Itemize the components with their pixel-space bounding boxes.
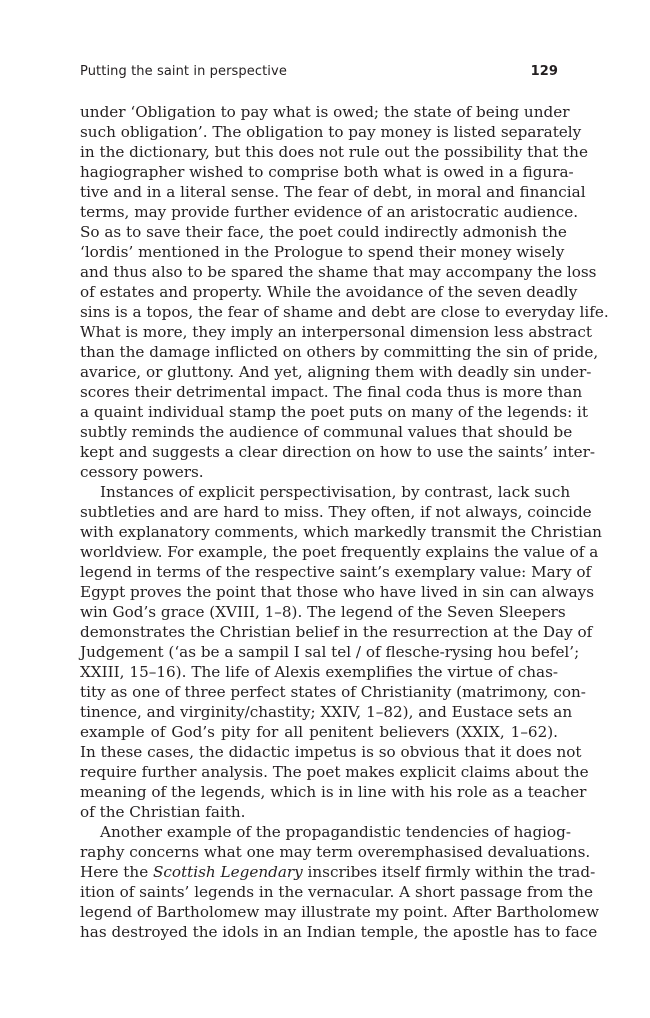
- text-line-indented: Another example of the propagandistic tendencies of hagiog-: [100, 823, 572, 841]
- text-line: in the dictionary, but this does not rule out the possibility that the: [80, 143, 588, 161]
- text-line: under ‘Obligation to pay what is owed; the state of being under: [80, 103, 570, 121]
- text-line: demonstrates the Christian belief in the resurrection at the Day of: [80, 623, 593, 641]
- text-line: cessory powers.: [80, 463, 204, 481]
- text-line: legend in terms of the respective saint’s exemplary value: Mary of: [80, 563, 592, 581]
- text-line: with explanatory comments, which markedly transmit the Christian: [80, 523, 602, 541]
- italic-title: Scottish Legendary: [153, 863, 303, 881]
- text-line: than the damage inflicted on others by committing the sin of pride,: [80, 343, 599, 361]
- text-line: tive and in a literal sense. The fear of debt, in moral and financial: [80, 183, 586, 201]
- body-text: [80, 102, 609, 942]
- text-line: avarice, or gluttony. And yet, aligning them with deadly sin under-: [80, 363, 592, 381]
- running-head: [80, 64, 558, 86]
- text-line: example of God’s pity for all penitent believers (XXIX, 1–62).: [80, 723, 558, 741]
- text-line: and thus also to be spared the shame that may accompany the loss: [80, 263, 597, 281]
- text-line: Egypt proves the point that those who have lived in sin can always: [80, 583, 595, 601]
- text-line: subtly reminds the audience of communal values that should be: [80, 423, 573, 441]
- text-line: worldview. For example, the poet frequently explains the value of a: [80, 543, 599, 561]
- text-line-indented: Instances of explicit perspectivisation, by contrast, lack such: [100, 483, 571, 501]
- text-line: a quaint individual stamp the poet puts on many of the legends: it: [80, 403, 588, 421]
- text-line: tinence, and virginity/chastity; XXIV, 1–82), and Eustace sets an: [80, 703, 573, 721]
- text-line: kept and suggests a clear direction on how to use the saints’ inter-: [80, 443, 596, 461]
- text-line: win God’s grace (XVIII, 1–8). The legend of the Seven Sleepers: [80, 603, 566, 621]
- text-line: tity as one of three perfect states of Christianity (matrimony, con-: [80, 683, 586, 701]
- text-line: [80, 862, 596, 882]
- text-line-rest: inscribes itself firmly within the trad-: [307, 863, 596, 881]
- text-line: What is more, they imply an interpersonal dimension less abstract: [80, 323, 592, 341]
- text-line: So as to save their face, the poet could indirectly admonish the: [80, 223, 567, 241]
- text-line: raphy concerns what one may term overemphasised devaluations.: [80, 843, 591, 861]
- text-line: of estates and property. While the avoidance of the seven deadly: [80, 283, 578, 301]
- text-line: has destroyed the idols in an Indian temple, the apostle has to face: [80, 923, 598, 941]
- text-line: subtleties and are hard to miss. They often, if not always, coincide: [80, 503, 592, 521]
- text-line: require further analysis. The poet makes explicit claims about the: [80, 763, 589, 781]
- text-line: scores their detrimental impact. The final coda thus is more than: [80, 383, 583, 401]
- text-line: meaning of the legends, which is in line with his role as a teacher: [80, 783, 587, 801]
- text-line: ition of saints’ legends in the vernacular. A short passage from the: [80, 883, 593, 901]
- text-line: of the Christian faith.: [80, 803, 246, 821]
- text-line: In these cases, the didactic impetus is so obvious that it does not: [80, 743, 582, 761]
- text-line: legend of Bartholomew may illustrate my point. After Bartholomew: [80, 903, 600, 921]
- page-number: 129: [530, 64, 558, 79]
- text-line: terms, may provide further evidence of an aristocratic audience.: [80, 203, 579, 221]
- text-line-prefix: Here the: [80, 863, 149, 881]
- text-line: sins is a topos, the fear of shame and debt are close to everyday life.: [80, 303, 609, 321]
- running-head-title: Putting the saint in perspective: [80, 64, 287, 79]
- text-line: such obligation’. The obligation to pay money is listed separately: [80, 123, 582, 141]
- text-line: ‘lordis’ mentioned in the Prologue to spend their money wisely: [80, 243, 565, 261]
- text-line: Judgement (‘as be a sampil I sal tel / of flesche-rysing hou befel’;: [80, 643, 580, 661]
- text-line: hagiographer wished to comprise both what is owed in a figura-: [80, 163, 574, 181]
- text-line: XXIII, 15–16). The life of Alexis exemplifies the virtue of chas-: [80, 663, 558, 681]
